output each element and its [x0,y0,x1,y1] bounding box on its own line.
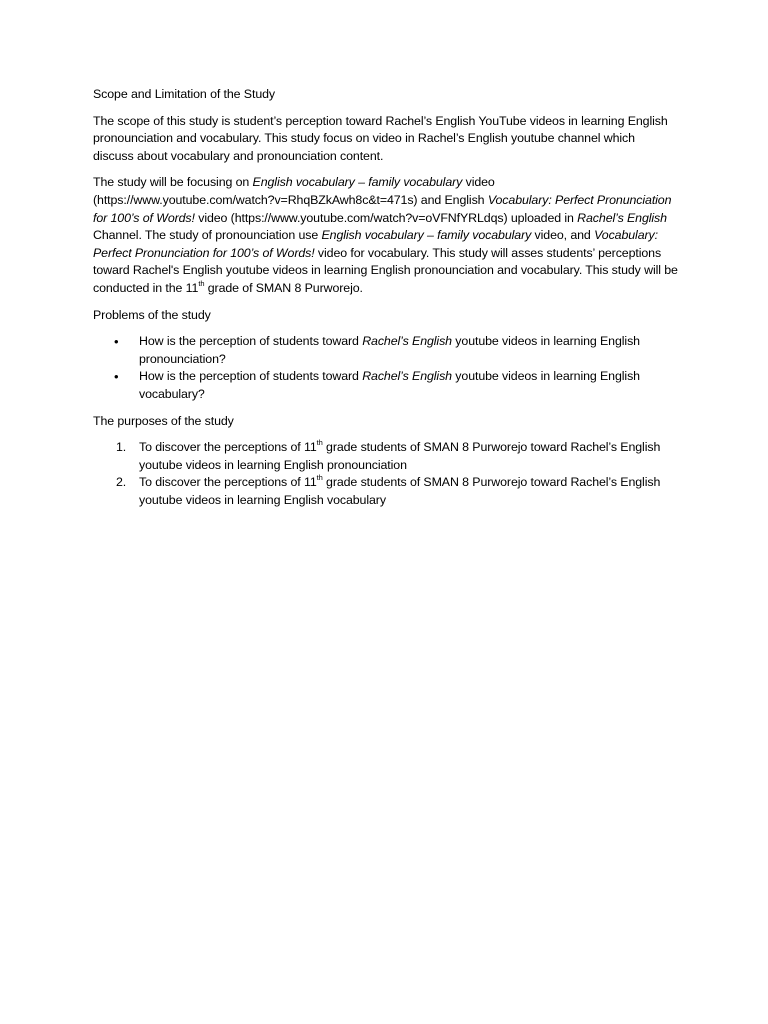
problem-channel-name: Rachel’s English [362,334,452,349]
problems-heading: Problems of the study [93,307,211,322]
document-body [93,86,678,518]
purposes-list [93,439,678,509]
ordinal-suffix: th [316,437,323,447]
list-number: 2. [116,475,127,490]
list-item [93,368,678,403]
purpose-text-before: To discover the perceptions of 11 [139,440,317,455]
problem-channel-name: Rachel’s English [362,369,452,384]
video-title-family-vocabulary: English vocabulary – family vocabulary [252,175,463,190]
focus-text-1: The study will be focusing on [93,175,253,190]
purpose-text-after: grade students of SMAN 8 Purworejo toward Rachel’s English youtube videos in learning English vocabulary [139,475,661,507]
focus-text-4: Channel. The study of pronounciation use [93,228,322,243]
list-item [93,333,678,368]
purpose-text-after: grade students of SMAN 8 Purworejo toward Rachel’s English youtube videos in learning English pronounciation [139,440,661,472]
focus-text-6: video for vocabulary. This study will asses students’ perceptions toward Rachel's English youtube videos in learning English pronounciation and vocabulary. This study will be conducted in the 11 [93,245,678,295]
list-number: 1. [116,440,127,455]
problems-list [93,333,678,403]
video-title-family-vocabulary-2: English vocabulary – family vocabulary [321,228,532,243]
problem-text-after: youtube videos in learning English pronounciation? [139,334,640,366]
focus-text-2: video (https://www.youtube.com/watch?v=RhqBZkAwh8c&t=471s) and English [93,175,495,207]
focus-text-7: grade of SMAN 8 Purworejo. [204,280,363,295]
list-item [93,439,678,474]
scope-paragraph: The scope of this study is student’s perception toward Rachel’s English YouTube videos in learning English pronounciation and vocabulary. This study focus on video in Rachel’s English youtube channel which discuss about vocabulary and pronounciation content. [93,113,668,163]
problem-text-after: youtube videos in learning English vocabulary? [139,369,640,401]
scope-heading: Scope and Limitation of the Study [93,87,275,101]
channel-name: Rachel’s English [577,210,667,225]
problem-text-before: How is the perception of students toward [139,334,363,349]
ordinal-suffix: th [198,278,205,288]
video-title-perfect-pronunciation: Vocabulary: Perfect Pronunciation for 100’s of Words! [93,192,672,225]
focus-paragraph [93,174,678,297]
purpose-text-before: To discover the perceptions of 11 [139,475,317,490]
focus-text-3: video (https://www.youtube.com/watch?v=oVFNfYRLdqs) uploaded in [194,210,578,225]
problem-text-before: How is the perception of students toward [139,369,363,384]
video-title-perfect-pronunciation-2: Vocabulary: Perfect Pronunciation for 100’s of Words! [93,228,658,260]
ordinal-suffix: th [316,473,323,483]
bullet-icon: • [114,334,119,350]
purposes-heading: The purposes of the study [93,413,234,428]
focus-text-5: video, and [531,228,595,243]
bullet-icon: • [114,369,119,385]
list-item [93,474,678,509]
